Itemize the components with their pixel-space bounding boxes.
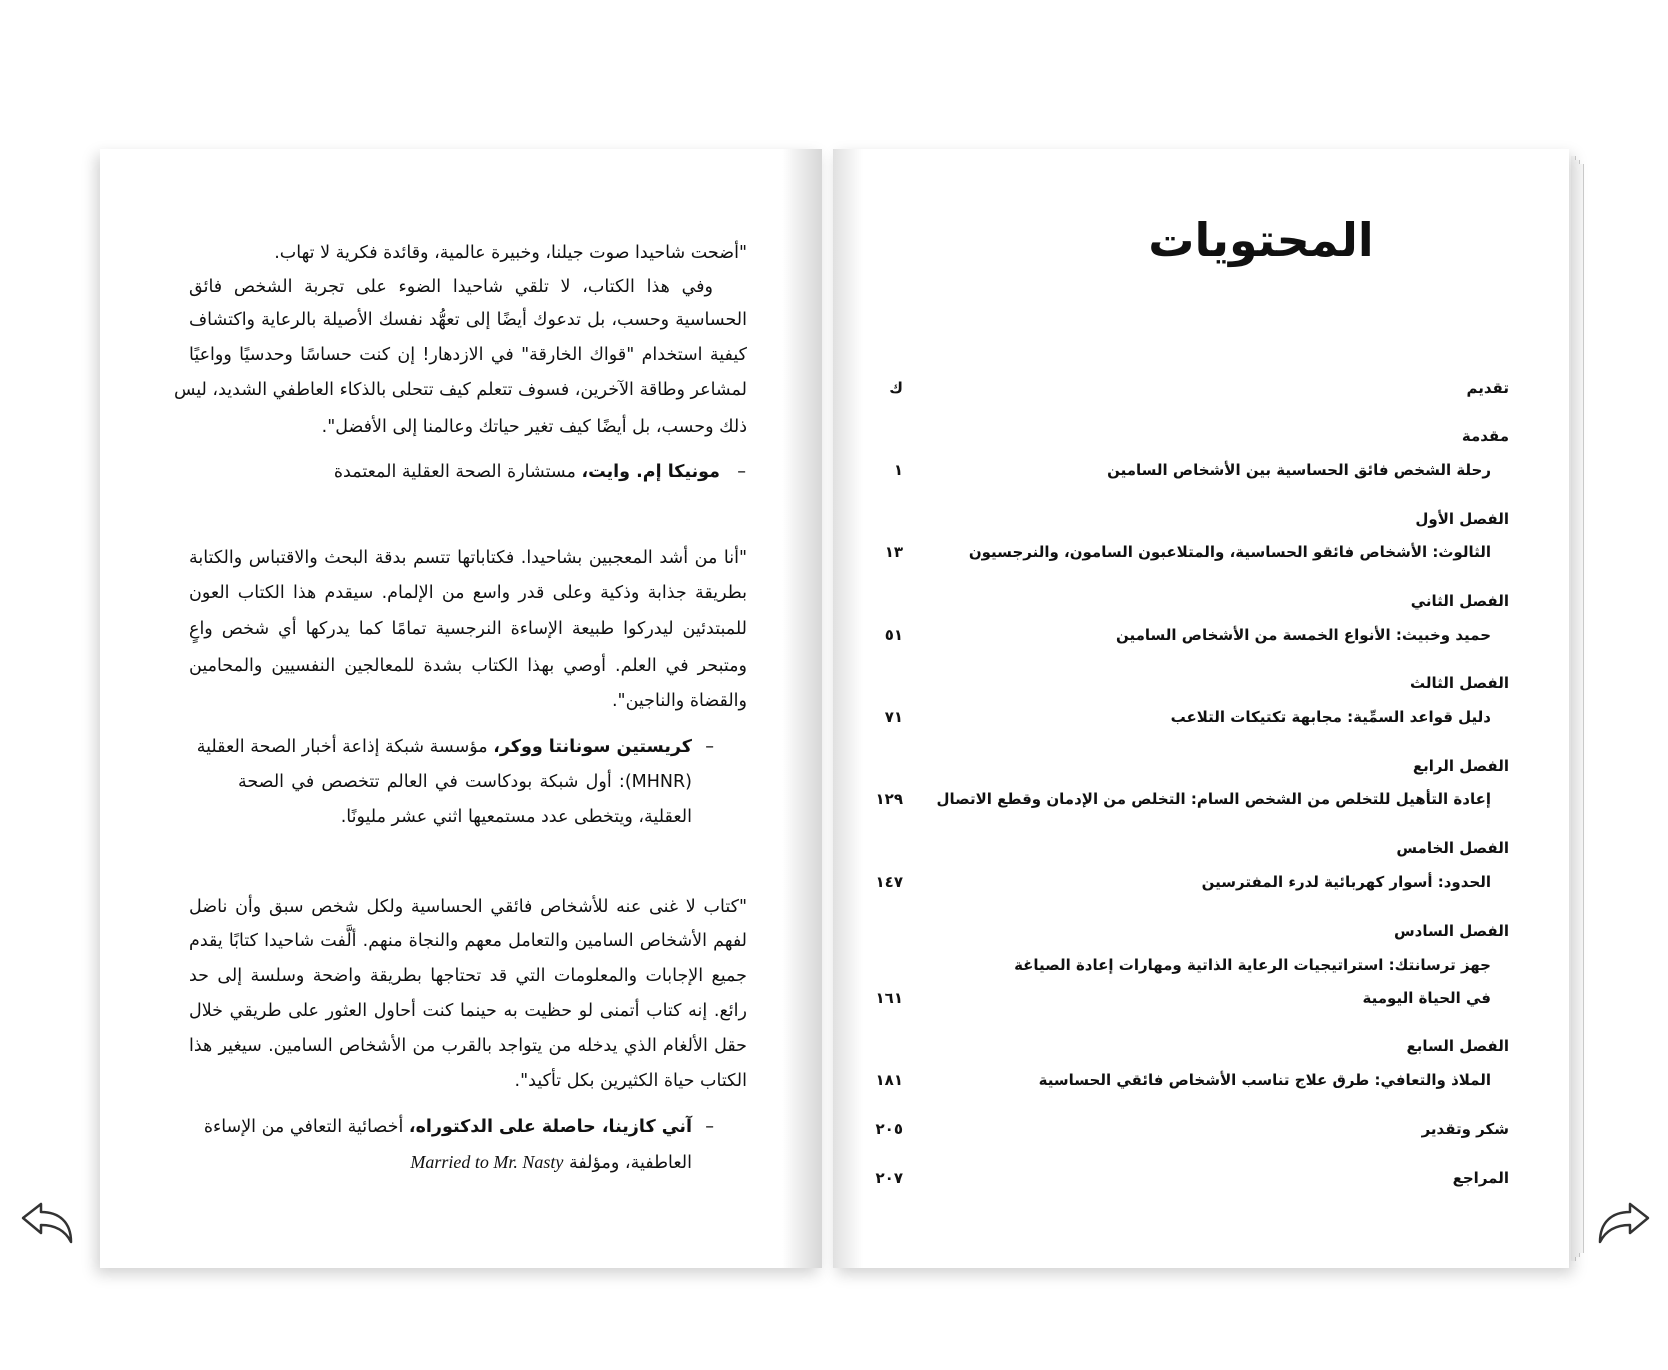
paragraph-line: للمبتدئين ليدركوا طبيعة الإساءة النرجسية تمامًا كما يدركها أي شخص واعٍ [189,619,747,639]
toc-heading[interactable]: الفصل الثاني [1410,592,1509,610]
toc-page-number: ١ [893,461,903,479]
toc-heading[interactable]: الفصل السابع [1406,1037,1509,1055]
endorser-title: (MHNR): أول شبكة بودكاست في العالم تتخصص في الصحة [238,772,692,792]
paragraph-line: جميع الإجابات والمعلومات التي قد تحتاجها بطريقة واضحة وسلسة إلى حد [189,966,747,986]
dash: – [737,462,746,482]
toc-heading[interactable]: تقديم [1466,379,1509,397]
paragraph-line: الحساسية وحسب، بل تدعوك أيضًا إلى تعهُّد نفسك الأصيلة بالرعاية واكتشاف [189,310,747,330]
toc-title: المحتويات [1148,213,1374,267]
toc-entry-title[interactable]: الحدود: أسوار كهربائية لدرء المفترسين [1201,873,1491,891]
paragraph-line: وفي هذا الكتاب، لا تلقي شاحيدا الضوء على تجربة الشخص فائق [189,277,713,297]
toc-entry-title[interactable]: رحلة الشخص فائق الحساسية بين الأشخاص السامين [1107,461,1491,479]
paragraph-line: الكتاب حياة الكثيرين بكل تأكيد". [514,1071,747,1091]
toc-entry-title[interactable]: جهز ترسانتك: استراتيجيات الرعاية الذاتية ومهارات إعادة الصياغة [1014,956,1491,974]
paragraph-line: رائع. إنه كتاب أتمنى لو حظيت به حينما كنت أحاول العثور على طريقي خلال [189,1001,747,1021]
paragraph-line: والقضاة والناجين". [611,691,747,711]
endorser-title: مستشارة الصحة العقلية المعتمدة [333,462,582,482]
paragraph-line: حقل الألغام الذي يدخله من يتواجد بالقرب من الأشخاص السامين. سيغير هذا [189,1036,747,1056]
endorser-title: العاطفية، ومؤلفة [563,1153,692,1173]
page-edge [1579,164,1584,1253]
endorser-title: أخصائية التعافي من الإساءة [203,1117,409,1137]
endorser-name: كريستين سونانتا ووكر، [493,737,692,757]
endorsement-signature [333,455,746,489]
toc-entry-title[interactable]: دليل قواعد السمِّية: مجابهة تكتيكات التلاعب [1170,708,1491,726]
toc-page-number: ١٨١ [875,1071,903,1089]
prev-page-button[interactable] [19,1200,75,1246]
toc-page-number: ٢٠٧ [875,1169,903,1187]
toc-page-number: ١٦١ [875,989,903,1007]
toc-page-number: ك [889,379,903,397]
left-page [100,149,822,1268]
endorsement-signature [238,765,692,799]
toc-heading[interactable]: مقدمة [1461,427,1509,445]
toc-heading[interactable]: الفصل الخامس [1396,839,1509,857]
endorser-title: مؤسسة شبكة إذاعة أخبار الصحة العقلية [196,737,494,757]
paragraph-line: ومتبحر في العلم. أوصي بهذا الكتاب بشدة للمعالجين النفسيين والمحامين [189,656,747,676]
toc-heading[interactable]: الفصل الأول [1415,510,1509,528]
right-page [833,149,1569,1268]
paragraph-line: كيفية استخدام "قواك الخارقة" في الازدهار! إن كنت حساسًا وحدسيًا وواعيًا [189,345,747,365]
curved-arrow-right-icon [1596,1200,1652,1246]
toc-page-number: ١٢٩ [875,790,903,808]
paragraph-line: لمشاعر وطاقة الآخرين، فسوف تتعلم كيف تتحلى بالذكاء العاطفي الشديد، ليس [173,380,747,400]
paragraph-line: ذلك وحسب، بل أيضًا كيف تغير حياتك وعالمنا إلى الأفضل". [321,417,747,437]
endorsement-signature [238,1145,692,1179]
endorser-name: مونيكا إم. وايت، [581,462,720,482]
paragraph-line: "أنا من أشد المعجبين بشاحيدا. فكتاباتها تتسم بدقة البحث والاقتباس والكتابة [189,548,747,568]
paragraph-line: لفهم الأشخاص السامين والتعامل معهم والنجاة منهم. ألَّفت شاحيدا كتابًا يقدم [189,931,747,951]
toc-entry-title[interactable]: الملاذ والتعافي: طرق علاج تناسب الأشخاص فائقي الحساسية [1038,1071,1491,1089]
endorser-name: آني كازينا، حاصلة على الدكتوراه، [408,1117,692,1137]
toc-heading[interactable]: المراجع [1452,1169,1509,1187]
dash: – [705,1117,714,1137]
paragraph-line: "كتاب لا غنى عنه للأشخاص فائقي الحساسية ولكل شخص سبق وأن ناضل [189,897,747,917]
endorsement-signature [203,1110,714,1144]
endorsement-signature [196,730,714,764]
next-page-button[interactable] [1596,1200,1652,1246]
toc-entry-title[interactable]: حميد وخبيث: الأنواع الخمسة من الأشخاص السامين [1115,626,1491,644]
toc-page-number: ٢٠٥ [875,1120,903,1138]
toc-entry-title[interactable]: الثالوث: الأشخاص فائقو الحساسية، والمتلاعبون السامون، والنرجسيون [968,543,1491,561]
toc-entry-title[interactable]: إعادة التأهيل للتخلص من الشخص السام: التخلص من الإدمان وقطع الاتصال [936,790,1491,808]
curved-arrow-left-icon [19,1200,75,1246]
spine-shadow [782,149,822,1268]
endorsement-signature [238,800,692,834]
toc-page-number: ١٤٧ [875,873,903,891]
toc-heading[interactable]: شكر وتقدير [1421,1120,1509,1138]
book-title: Married to Mr. Nasty [410,1152,564,1172]
dash: – [705,737,714,757]
toc-heading[interactable]: الفصل السادس [1393,922,1509,940]
toc-entry-title[interactable]: في الحياة اليومية [1362,989,1491,1007]
paragraph-line: "أضحت شاحيدا صوت جيلنا، وخبيرة عالمية، وقائدة فكرية لا تهاب. [274,243,747,263]
toc-page-number: ١٣ [884,543,903,561]
endorser-title: العقلية، ويتخطى عدد مستمعيها اثني عشر مليونًا. [340,807,692,827]
toc-heading[interactable]: الفصل الرابع [1412,757,1509,775]
toc-heading[interactable]: الفصل الثالث [1409,674,1509,692]
toc-page-number: ٥١ [884,626,903,644]
toc-page-number: ٧١ [884,708,903,726]
spine-shadow [833,149,863,1268]
paragraph-line: بطريقة جذابة وذكية وعلى قدر واسع من الإلمام. سيقدم هذا الكتاب العون [189,583,747,603]
